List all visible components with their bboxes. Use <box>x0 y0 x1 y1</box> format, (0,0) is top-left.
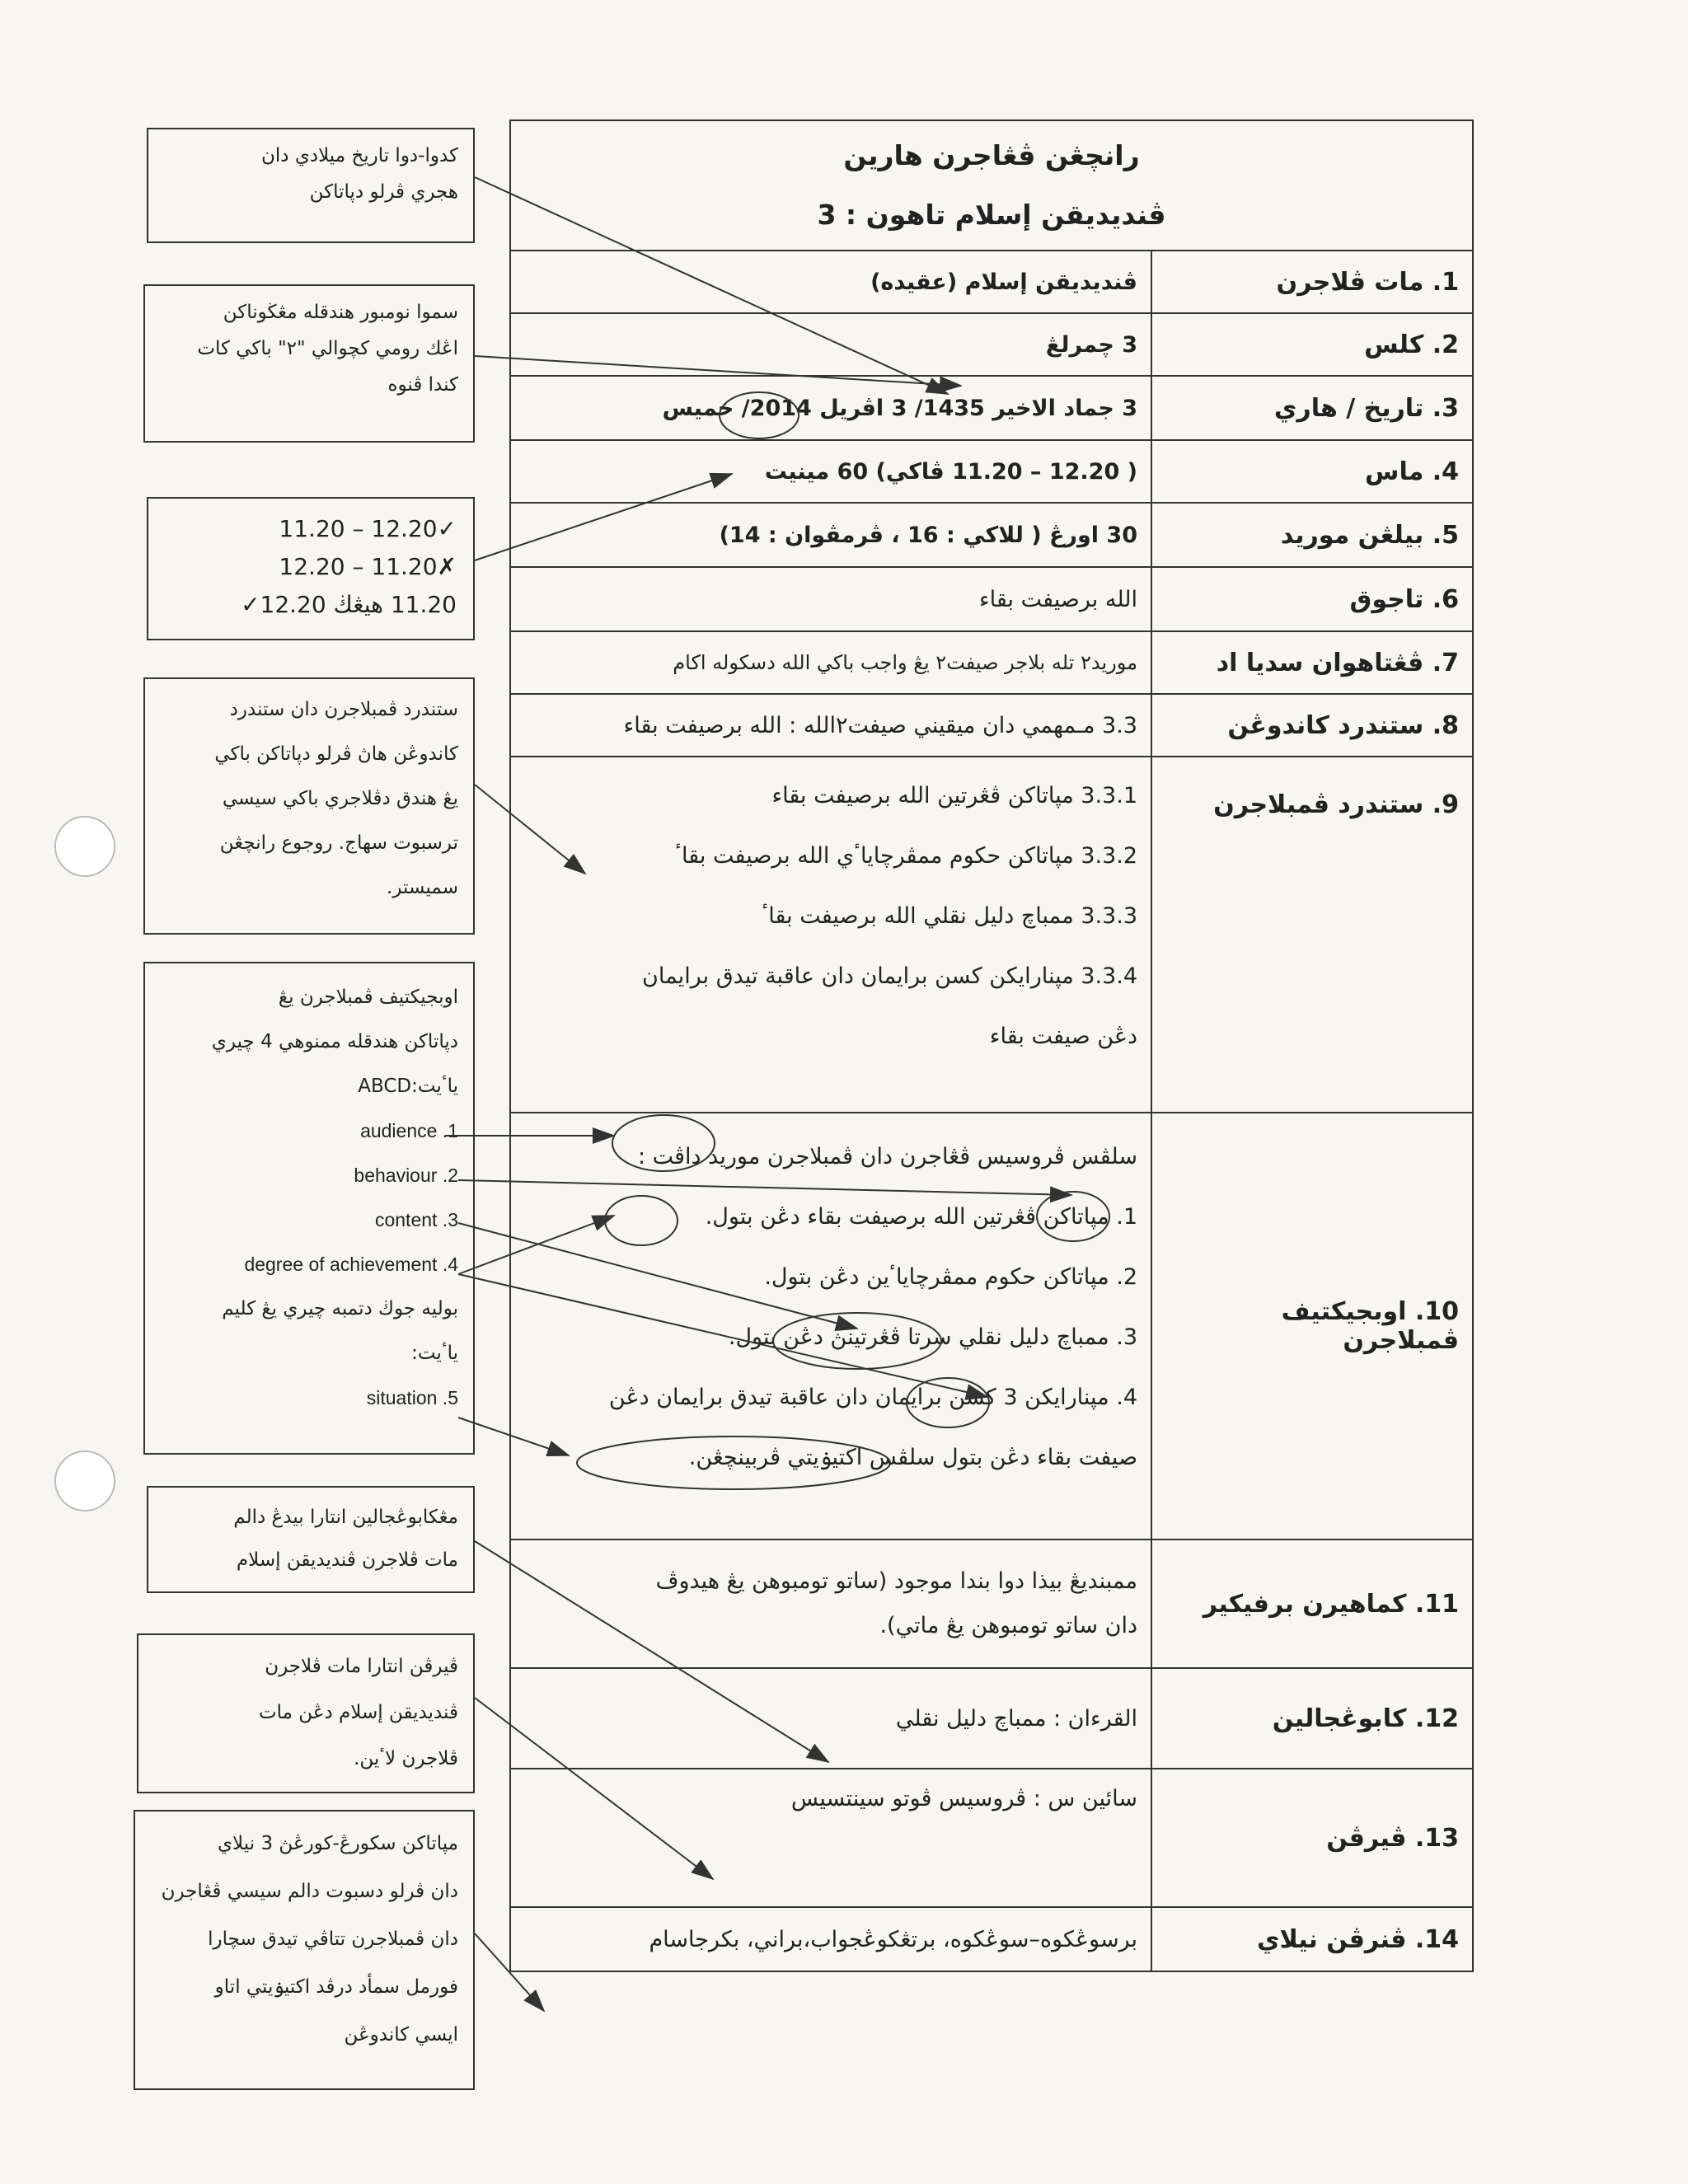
standard-item: 3.3.2 مپاتاكن حكوم ممڤرچاياٴي الله برصيفت بقاٴ <box>675 843 1137 869</box>
row-label: 4. ماس <box>1151 440 1473 503</box>
arrow-time <box>475 474 732 560</box>
note-line: كاندوڠن هاڽ ڤرلو دپاتاكن باكي <box>214 743 458 765</box>
row-value: الله برصيفت بقاء <box>510 567 1151 631</box>
note-line: كدوا-دوا تاريخ ميلادي دان <box>260 145 458 166</box>
arrow-integration <box>475 1541 828 1762</box>
arrow-values <box>475 1933 544 2011</box>
row-label: 5. بيلڠن موريد <box>1151 503 1473 567</box>
note-line: مپاتاكن سكورڠ-كورڠڽ 3 نيلاي <box>218 1833 458 1854</box>
circle-murid <box>612 1115 715 1171</box>
circle-activity <box>577 1436 890 1489</box>
row-value: ڤنديديقن إسلام (عقيده) <box>510 251 1151 313</box>
circle-3-kesan <box>907 1378 989 1427</box>
row-label: 1. مات ڤلاجرن <box>1151 251 1473 313</box>
arrow-dates <box>475 177 948 394</box>
criteria-content: content .3 <box>374 1209 458 1230</box>
row-label: 2. كلس <box>1151 313 1473 376</box>
row-label: 7. ڤڠتاهوان سديا اد <box>1151 631 1473 694</box>
row-label: 8. ستندرد كاندوڠن <box>1151 694 1473 757</box>
arrow-situation <box>458 1418 569 1455</box>
note-line: ڤلاجرن لاٴين. <box>354 1748 458 1769</box>
arrow-behaviour <box>458 1180 1071 1195</box>
row-label: 3. تاريخ / هاري <box>1151 376 1473 440</box>
note-line: يڠ هندق دڤلاجري باكي سيسي <box>222 788 458 809</box>
row-value: 30 اورڠ ( للاكي : 16 ، ڤرمڤوان : 14) <box>510 503 1151 567</box>
row-label: 9. ستندرد ڤمبلاجرن <box>1151 757 1473 1113</box>
circle-dalil <box>773 1313 941 1369</box>
circle-menyatakan <box>1037 1192 1109 1241</box>
note-line: مڠكابوڠجالين انتارا بيدڠ دالم <box>233 1507 458 1528</box>
title-line-1: رانچڠن ڤڠاجرن هارين <box>843 139 1140 171</box>
note-line: سموا نومبور هندقله مڠڬوناكن <box>223 302 458 323</box>
objective-item: 3. ممباچ دليل نقلي سرتا ڤڠرتينڽ دڠن بتول. <box>728 1324 1137 1350</box>
note-line: فورمل سمأد درڤد اكتيۏيتي اتاو <box>214 1976 458 1998</box>
row-value: 3 جماد الاخير 1435/ 3 اڤريل 2014/ خميس <box>510 376 1151 440</box>
title-line-2: ڤنديديقن إسلام تاهون : 3 <box>817 199 1166 231</box>
circle-betul <box>605 1196 678 1245</box>
note-line: 11.20 هيڠڬ 12.20✓ <box>241 591 457 618</box>
row-label: 6. تاجوق <box>1151 567 1473 631</box>
row-label: 12. كابوڠجالين <box>1151 1668 1473 1769</box>
note-line: ياٴيت: <box>411 1343 458 1364</box>
criteria-behaviour: behaviour .2 <box>354 1165 458 1186</box>
row-value: 3 چمرلڠ <box>510 313 1151 376</box>
row-label: 10. اوبجيكتيف ڤمبلاجرن <box>1151 1113 1473 1540</box>
note-line: 11.20 – 12.20✓ <box>279 515 457 542</box>
note-line: ياٴيت:ABCD <box>358 1076 458 1097</box>
note-line: ستندرد ڤمبلاجرن دان ستندرد <box>229 699 458 720</box>
note-line: دپاتاكن هندقله ممنوهي 4 چيري <box>211 1031 458 1052</box>
arrow-standards <box>475 785 585 874</box>
arrow-numbers <box>475 356 961 386</box>
row-label: 13. ڤيرڤن <box>1151 1769 1473 1907</box>
circle-year <box>720 392 799 438</box>
standard-item: 3.3.3 ممباچ دليل نقلي الله برصيفت بقاٴ <box>762 903 1137 929</box>
thinking-skill-line: دان ساتو تومبوهن يڠ ماتي). <box>879 1613 1137 1638</box>
objective-intro: سلڤس ڤروسيس ڤڠاجرن دان ڤمبلاجرن موريد داڤت : <box>637 1144 1137 1169</box>
standard-item: 3.3.1 مپاتاكن ڤڠرتين الله برصيفت بقاء <box>771 783 1137 808</box>
objective-item: 1. مپاتاكن ڤڠرتين الله برصيفت بقاء دڠن بتول. <box>705 1204 1137 1230</box>
objective-item: 2. مپاتاكن حكوم ممڤرچاياٴين دڠن بتول. <box>764 1264 1137 1290</box>
arrow-degree <box>458 1216 614 1274</box>
row-value: ( 12.20 – 11.20 ڤاكي) 60 مينيت <box>510 440 1151 503</box>
criteria-situation: situation .5 <box>366 1387 458 1408</box>
criteria-degree: degree of achievement .4 <box>244 1254 458 1275</box>
row-value: برسوڠكوه–سوڠكوه، برتڠكوڠجواب،براني، بكرجاسام <box>510 1907 1151 1971</box>
standard-item: دڠن صيفت بقاء <box>989 1024 1137 1049</box>
note-line: ڤيرڤن انتارا مات ڤلاجرن <box>265 1656 458 1677</box>
row-value: سائين س : ڤروسيس ڤوتو سينتسيس <box>510 1769 1151 1907</box>
note-line: هجري ڤرلو دپاتاكن <box>309 181 458 203</box>
note-line: اوبجيكتيف ڤمبلاجرن يڠ <box>278 987 458 1008</box>
row-value: القرءان : ممباچ دليل نقلي <box>510 1668 1151 1769</box>
note-line: ڤنديديقن إسلام دڠن مات <box>258 1702 458 1723</box>
note-line: ترسبوت سهاج. روجوع رانچڠن <box>219 832 458 854</box>
note-line: كندا ڤنوه <box>387 374 458 396</box>
note-line: مات ڤلاجرن ڤنديديقن إسلام <box>236 1549 458 1571</box>
note-line: دان ڤرلو دسبوت دالم سيسي ڤڠاجرن <box>161 1881 458 1902</box>
note-line: اڠك رومي كچوالي "٢" باكي كات <box>197 338 458 359</box>
note-line: دان ڤمبلاجرن تتاڤي تيدق سچارا <box>208 1929 458 1950</box>
note-line: بوليه جوڬ دتمبه چيري يڠ كليم <box>222 1298 458 1319</box>
objective-item: 4. مپنارايكن 3 كسن برايمان دان عاقبة تيدق برايمان دڠن <box>608 1385 1137 1410</box>
arrow-enrichment <box>475 1698 713 1879</box>
row-value: 3.3 مـمهمي دان ميقيني صيفت٢الله : الله برصيفت بقاء <box>510 694 1151 757</box>
standard-item: 3.3.4 مپنارايكن كسن برايمان دان عاقبة تيدق برايمان <box>642 963 1137 989</box>
objective-item: صيفت بقاء دڠن بتول سلڤس اكتيۏيتي ڤربينچڠن. <box>688 1445 1137 1470</box>
row-value: موريد٢ تله بلاجر صيفت٢ يڠ واجب باكي الله دسكوله اكام <box>510 631 1151 694</box>
note-line: سميستر. <box>387 877 458 898</box>
criteria-audience: audience .1 <box>360 1120 458 1141</box>
arrow-content <box>458 1223 857 1329</box>
note-line: 12.20 – 11.20✗ <box>279 553 457 580</box>
thinking-skill-line: ممبنديڠ بيذا دوا بندا موجود (ساتو تومبوهن يڠ هيدوڤ <box>655 1568 1137 1594</box>
row-label: 14. ڤنرڤن نيلاي <box>1151 1907 1473 1971</box>
note-line: ايسي كاندوڠن <box>344 2024 458 2046</box>
row-label: 11. كماهيرن برفيكير <box>1151 1540 1473 1668</box>
